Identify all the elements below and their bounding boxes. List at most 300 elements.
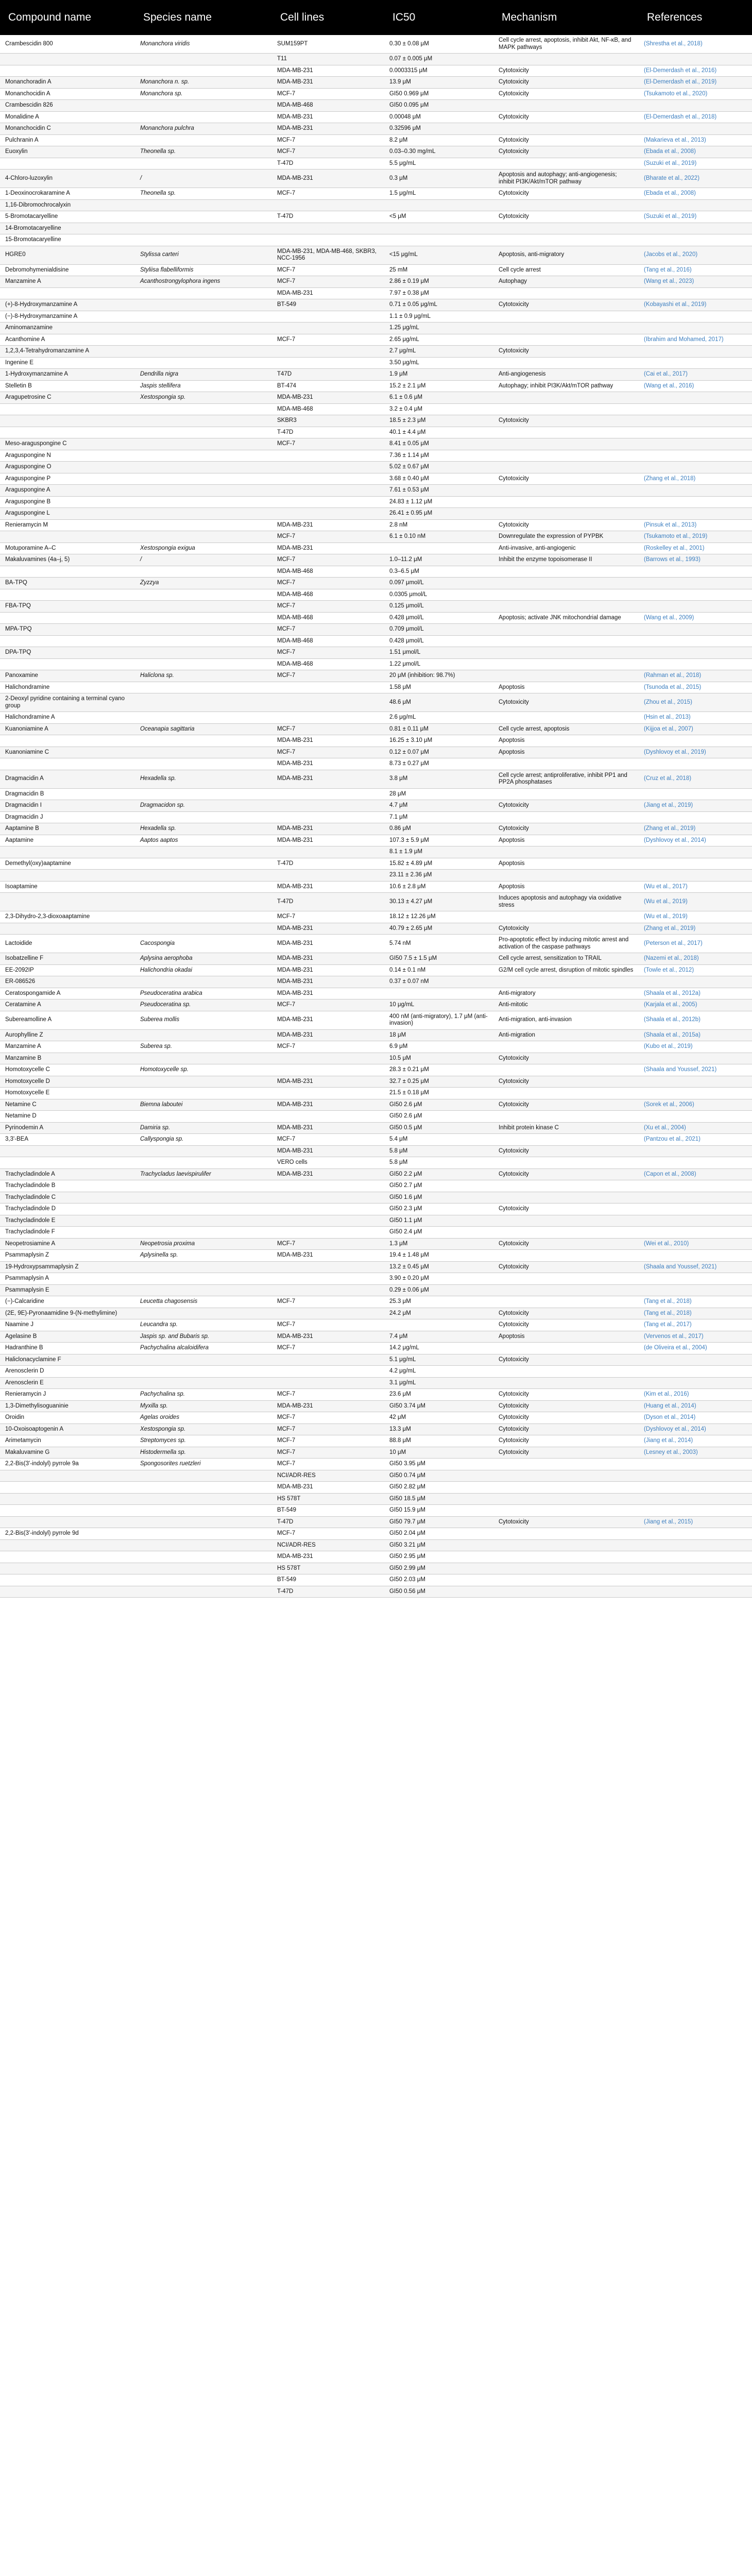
reference-cell [639, 811, 752, 823]
ic50-cell: GI50 7.5 ± 1.5 μM [384, 953, 493, 965]
reference-link[interactable]: (Tsukamoto et al., 2019) [644, 533, 708, 539]
reference-link[interactable]: (Ibrahim and Mohamed, 2017) [644, 336, 724, 343]
cell-lines-cell [272, 811, 384, 823]
species-cell: Xestospongia exigua [135, 543, 272, 554]
ic50-cell: 0.0003315 μM [384, 65, 493, 77]
ic50-cell: GI50 0.5 μM [384, 1122, 493, 1134]
reference-cell [639, 1470, 752, 1482]
mechanism-cell: Cell cycle arrest [493, 264, 639, 276]
reference-link[interactable]: (Makarieva et al., 2013) [644, 137, 706, 143]
reference-cell [639, 543, 752, 554]
table-row [0, 846, 752, 858]
compound-cell: 2,2-Bis(3'-indolyl) pyrrole 9a [0, 1459, 135, 1470]
ic50-cell: GI50 15.9 μM [384, 1505, 493, 1517]
table-row [0, 496, 752, 508]
compound-cell: Monalidine A [0, 111, 135, 123]
reference-cell [639, 54, 752, 65]
reference-link[interactable]: (Hsin et al., 2013) [644, 714, 691, 720]
species-cell [135, 427, 272, 438]
compound-cell [0, 531, 135, 543]
table-row [0, 346, 752, 358]
cell-lines-cell [272, 450, 384, 462]
mechanism-cell [493, 578, 639, 589]
table-row [0, 211, 752, 223]
reference-link[interactable]: (Tang et al., 2017) [644, 1321, 692, 1328]
mechanism-cell: Apoptosis; activate JNK mitochondrial damage [493, 612, 639, 624]
reference-link[interactable]: (Jiang et al., 2014) [644, 1437, 693, 1444]
cell-lines-cell: MDA-MB-231 [272, 77, 384, 89]
reference-cell [639, 1099, 752, 1111]
ic50-cell: GI50 2.04 μM [384, 1528, 493, 1540]
reference-cell [639, 554, 752, 566]
reference-cell [639, 670, 752, 682]
reference-link[interactable]: (Shaala et al., 2012a) [644, 990, 700, 996]
ic50-cell: 0.00048 μM [384, 111, 493, 123]
mechanism-cell: Apoptosis [493, 881, 639, 893]
compound-cell: Arenosclerin E [0, 1377, 135, 1389]
mechanism-cell: Cytotoxicity [493, 299, 639, 311]
mechanism-cell: Cytotoxicity [493, 1516, 639, 1528]
reference-link[interactable]: (Peterson et al., 2017) [644, 940, 703, 946]
compound-cell: 1,2,3,4-Tetrahydromanzamine A [0, 346, 135, 358]
ic50-cell: 6.1 ± 0.6 μM [384, 392, 493, 404]
species-cell: Oceanapia sagittaria [135, 723, 272, 735]
ic50-cell: 3.90 ± 0.20 μM [384, 1273, 493, 1285]
table-row [0, 1250, 752, 1262]
compound-cell: Hadranthine B [0, 1343, 135, 1354]
compound-cell: 19-Hydroxypsammaplysin Z [0, 1261, 135, 1273]
reference-cell [639, 858, 752, 870]
cell-lines-cell: MCF-7 [272, 276, 384, 288]
ic50-cell: 1.51 μmol/L [384, 647, 493, 659]
compound-cell: Araguspongine O [0, 462, 135, 473]
reference-link[interactable]: (Dyson et al., 2014) [644, 1414, 696, 1420]
ic50-cell [384, 234, 493, 246]
reference-link[interactable]: (Wang et al., 2016) [644, 382, 694, 389]
compound-cell: Homotoxycelle C [0, 1064, 135, 1076]
species-cell [135, 1505, 272, 1517]
ic50-cell: 10.5 μM [384, 1053, 493, 1064]
species-cell: Xestospongia sp. [135, 1423, 272, 1435]
reference-link[interactable]: (Shaala and Youssef, 2021) [644, 1263, 717, 1270]
compound-cell: Araguspongine B [0, 496, 135, 508]
mechanism-cell: Cell cycle arrest, apoptosis [493, 723, 639, 735]
cell-lines-cell: MDA-MB-231 [272, 1482, 384, 1494]
reference-link[interactable]: (Dyshlovoy et al., 2014) [644, 837, 706, 843]
reference-link[interactable]: (Tsukamoto et al., 2020) [644, 90, 708, 97]
cell-lines-cell: VERO cells [272, 1157, 384, 1169]
cell-lines-cell: MDA-MB-231 [272, 1122, 384, 1134]
ic50-cell: GI50 2.3 μM [384, 1204, 493, 1215]
reference-cell [639, 747, 752, 758]
reference-link[interactable]: (Dyshlovoy et al., 2019) [644, 749, 706, 755]
reference-link[interactable]: (Karjala et al., 2005) [644, 1002, 697, 1008]
ic50-cell: 28.3 ± 0.21 μM [384, 1064, 493, 1076]
reference-link[interactable]: (Pinsuk et al., 2013) [644, 521, 697, 528]
ic50-cell: 2.7 μg/mL [384, 346, 493, 358]
compound-cell: 2,2-Bis(3'-indolyl) pyrrole 9d [0, 1528, 135, 1540]
compound-cell: 10-Oxoisoaptogenin A [0, 1423, 135, 1435]
reference-link[interactable]: (Kijjoa et al., 2007) [644, 725, 693, 732]
reference-cell [639, 1053, 752, 1064]
mechanism-cell: Cytotoxicity [493, 823, 639, 835]
reference-link[interactable]: (Zhang et al., 2018) [644, 475, 696, 482]
compound-cell: Ceratamine A [0, 999, 135, 1011]
reference-link[interactable]: (Rahman et al., 2018) [644, 672, 702, 679]
ic50-cell: 16.25 ± 3.10 μM [384, 735, 493, 747]
header-row [0, 0, 752, 35]
reference-link[interactable]: (Ebada et al., 2008) [644, 190, 696, 196]
species-cell [135, 100, 272, 112]
reference-cell [639, 601, 752, 613]
ic50-cell: 3.2 ± 0.4 μM [384, 403, 493, 415]
reference-link[interactable]: (Tang et al., 2018) [644, 1298, 692, 1304]
species-cell: Aplysina aerophoba [135, 953, 272, 965]
mechanism-cell: Cytotoxicity [493, 1389, 639, 1401]
reference-link[interactable]: (Zhang et al., 2019) [644, 825, 696, 832]
ic50-cell: GI50 1.1 μM [384, 1215, 493, 1227]
compound-cell: Lactoidide [0, 935, 135, 953]
reference-cell [639, 450, 752, 462]
ic50-cell: GI50 3.74 μM [384, 1400, 493, 1412]
compound-cell: Manzamine A [0, 1041, 135, 1053]
species-cell: Monanchora pulchra [135, 123, 272, 135]
mechanism-cell [493, 846, 639, 858]
reference-cell [639, 953, 752, 965]
reference-link[interactable]: (Zhou et al., 2015) [644, 699, 692, 705]
reference-link[interactable]: (Shaala et al., 2015a) [644, 1031, 700, 1038]
mechanism-cell [493, 1343, 639, 1354]
reference-cell [639, 1505, 752, 1517]
reference-link[interactable]: (Tsunoda et al., 2015) [644, 684, 702, 690]
cell-lines-cell [272, 800, 384, 812]
reference-link[interactable]: (Huang et al., 2014) [644, 1402, 696, 1409]
mechanism-cell [493, 427, 639, 438]
ic50-cell: 0.81 ± 0.11 μM [384, 723, 493, 735]
reference-link[interactable]: (Jiang et al., 2015) [644, 1518, 693, 1525]
reference-link[interactable]: (Wei et al., 2010) [644, 1240, 689, 1247]
reference-cell [639, 1284, 752, 1296]
reference-link[interactable]: (Dyshlovoy et al., 2014) [644, 1426, 706, 1432]
ic50-cell: 1.3 μM [384, 1238, 493, 1250]
reference-cell [639, 188, 752, 200]
reference-cell [639, 1029, 752, 1041]
mechanism-cell: Cytotoxicity [493, 1447, 639, 1459]
mechanism-cell: Anti-migratory [493, 988, 639, 999]
species-cell: Homotoxycelle sp. [135, 1064, 272, 1076]
reference-link[interactable]: (Xu et al., 2004) [644, 1124, 686, 1131]
cell-lines-cell: MDA-MB-468 [272, 658, 384, 670]
mechanism-cell [493, 508, 639, 520]
ic50-cell: 0.07 ± 0.005 μM [384, 54, 493, 65]
species-cell [135, 923, 272, 935]
ic50-cell: 18.12 ± 12.26 μM [384, 911, 493, 923]
reference-link[interactable]: (El-Demerdash et al., 2016) [644, 67, 717, 74]
species-cell [135, 881, 272, 893]
table-row [0, 566, 752, 578]
mechanism-cell [493, 870, 639, 882]
species-cell [135, 612, 272, 624]
species-cell [135, 1192, 272, 1204]
table-row [0, 403, 752, 415]
mechanism-cell: Cytotoxicity [493, 923, 639, 935]
ic50-cell: 2.8 nM [384, 519, 493, 531]
reference-link[interactable]: (Shaala and Youssef, 2021) [644, 1066, 717, 1073]
cell-lines-cell: MDA-MB-231 [272, 1099, 384, 1111]
ic50-cell: 13.9 μM [384, 77, 493, 89]
reference-cell [639, 403, 752, 415]
reference-cell [639, 770, 752, 788]
cell-lines-cell [272, 199, 384, 211]
cell-lines-cell: BT-474 [272, 380, 384, 392]
table-row [0, 1482, 752, 1494]
reference-link[interactable]: (Nazemi et al., 2018) [644, 955, 699, 961]
reference-link[interactable]: (Sorek et al., 2006) [644, 1101, 694, 1108]
reference-cell [639, 647, 752, 659]
table-row [0, 299, 752, 311]
reference-cell [639, 199, 752, 211]
mechanism-cell [493, 1296, 639, 1308]
species-cell [135, 403, 272, 415]
reference-cell [639, 234, 752, 246]
compound-cell: Stelletin B [0, 380, 135, 392]
compound-cell: Naamine J [0, 1319, 135, 1331]
reference-link[interactable]: (Vervenos et al., 2017) [644, 1333, 704, 1340]
reference-link[interactable]: (Jacobs et al., 2020) [644, 251, 698, 258]
table-row [0, 658, 752, 670]
compound-cell: Psammaplysin A [0, 1273, 135, 1285]
ic50-cell: 7.61 ± 0.53 μM [384, 485, 493, 497]
species-cell [135, 1493, 272, 1505]
table-row [0, 1331, 752, 1343]
species-cell [135, 1284, 272, 1296]
cell-lines-cell: MCF-7 [272, 1412, 384, 1424]
species-cell: Suberea sp. [135, 1041, 272, 1053]
reference-cell [639, 735, 752, 747]
species-cell [135, 1516, 272, 1528]
reference-link[interactable]: (Lesney et al., 2003) [644, 1449, 698, 1455]
species-cell: Hexadella sp. [135, 823, 272, 835]
species-cell [135, 693, 272, 712]
species-cell: Streptomyces sp. [135, 1435, 272, 1447]
reference-cell [639, 1366, 752, 1378]
reference-link[interactable]: (Kobayashi et al., 2019) [644, 301, 707, 308]
reference-link[interactable]: (Roskelley et al., 2001) [644, 545, 705, 551]
cell-lines-cell [272, 1064, 384, 1076]
mechanism-cell [493, 1064, 639, 1076]
compound-cell: 2-Deoxyl pyridine containing a terminal cyano group [0, 693, 135, 712]
species-cell [135, 682, 272, 693]
mechanism-cell [493, 1157, 639, 1169]
ic50-cell: 8.1 ± 1.9 μM [384, 846, 493, 858]
reference-link[interactable]: (Cruz et al., 2018) [644, 775, 692, 782]
compound-cell: Ceratospongamide A [0, 988, 135, 999]
reference-link[interactable]: (Kim et al., 2016) [644, 1391, 689, 1397]
reference-link[interactable]: (Wu et al., 2019) [644, 913, 688, 920]
species-cell: Stylissa carteri [135, 246, 272, 264]
species-cell [135, 357, 272, 369]
table-row [0, 88, 752, 100]
mechanism-cell [493, 1041, 639, 1053]
mechanism-cell: Inhibit the enzyme topoisomerase II [493, 554, 639, 566]
reference-link[interactable]: (El-Demerdash et al., 2018) [644, 113, 717, 120]
table-row [0, 712, 752, 724]
mechanism-cell: Anti-migration, anti-invasion [493, 1011, 639, 1029]
reference-link[interactable]: (Wu et al., 2017) [644, 883, 688, 890]
table-row [0, 1308, 752, 1319]
reference-link[interactable]: (Barrows et al., 1993) [644, 556, 700, 563]
table-row [0, 392, 752, 404]
cell-lines-cell: MCF-7 [272, 670, 384, 682]
ic50-cell: 2.65 μg/mL [384, 334, 493, 346]
compound-cell: Renieramycin M [0, 519, 135, 531]
reference-link[interactable]: (Wang et al., 2023) [644, 278, 694, 284]
table-row [0, 334, 752, 346]
ic50-cell: 400 nM (anti-migratory), 1.7 μM (anti-invasion) [384, 1011, 493, 1029]
species-cell [135, 485, 272, 497]
species-cell [135, 1354, 272, 1366]
mechanism-cell: Anti-invasive, anti-angiogenic [493, 543, 639, 554]
reference-link[interactable]: (El-Demerdash et al., 2019) [644, 79, 717, 85]
reference-link[interactable]: (Tang et al., 2016) [644, 266, 692, 273]
cell-lines-cell [272, 712, 384, 724]
reference-cell [639, 438, 752, 450]
reference-link[interactable]: (Cai et al., 2017) [644, 371, 688, 377]
compound-cell: Subereamolline A [0, 1011, 135, 1029]
cell-lines-cell: T-47D [272, 211, 384, 223]
reference-link[interactable]: (de Oliveira et al., 2004) [644, 1345, 707, 1351]
table-row [0, 589, 752, 601]
table-row [0, 1053, 752, 1064]
cell-lines-cell: MDA-MB-468 [272, 589, 384, 601]
ic50-cell: 1.5 μg/mL [384, 188, 493, 200]
compound-cell [0, 415, 135, 427]
cell-lines-cell [272, 1261, 384, 1273]
ic50-cell: 32.7 ± 0.25 μM [384, 1076, 493, 1088]
header-references: References [639, 0, 752, 35]
table-row [0, 693, 752, 712]
mechanism-cell: Anti-mitotic [493, 999, 639, 1011]
cell-lines-cell: MDA-MB-231 [272, 1250, 384, 1262]
table-row [0, 881, 752, 893]
ic50-cell: 24.2 μM [384, 1308, 493, 1319]
compound-cell: (2E, 9E)-Pyronaamidine 9-(N-methylimine) [0, 1308, 135, 1319]
compound-cell: Debromohymenialdisine [0, 264, 135, 276]
cell-lines-cell: MCF-7 [272, 999, 384, 1011]
species-cell: Agelas oroides [135, 1412, 272, 1424]
species-cell: Callyspongia sp. [135, 1134, 272, 1146]
table-row [0, 1238, 752, 1250]
reference-cell [639, 1122, 752, 1134]
cell-lines-cell: MDA-MB-231 [272, 1145, 384, 1157]
compound-cell [0, 635, 135, 647]
species-cell [135, 1180, 272, 1192]
reference-cell [639, 531, 752, 543]
species-cell [135, 870, 272, 882]
cell-lines-cell [272, 693, 384, 712]
reference-link[interactable]: (Zhang et al., 2019) [644, 925, 696, 931]
mechanism-cell [493, 566, 639, 578]
reference-cell [639, 146, 752, 158]
ic50-cell: 3.1 μg/mL [384, 1377, 493, 1389]
table-row [0, 578, 752, 589]
cell-lines-cell [272, 1227, 384, 1239]
cell-lines-cell: MDA-MB-231 [272, 1076, 384, 1088]
compound-cell: Araguspongine L [0, 508, 135, 520]
table-row [0, 158, 752, 170]
reference-link[interactable]: (Suzuki et al., 2019) [644, 213, 697, 219]
table-row [0, 462, 752, 473]
ic50-cell: GI50 79.7 μM [384, 1516, 493, 1528]
ic50-cell: 5.8 μM [384, 1145, 493, 1157]
species-cell [135, 1145, 272, 1157]
ic50-cell: 28 μM [384, 788, 493, 800]
mechanism-cell [493, 1551, 639, 1563]
cell-lines-cell [272, 1192, 384, 1204]
cell-lines-cell: BT-549 [272, 1574, 384, 1586]
reference-cell [639, 658, 752, 670]
mechanism-cell [493, 601, 639, 613]
mechanism-cell [493, 1215, 639, 1227]
reference-link[interactable]: (Shaala et al., 2012b) [644, 1016, 700, 1023]
ic50-cell: 7.4 μM [384, 1331, 493, 1343]
cell-lines-cell: MCF-7 [272, 723, 384, 735]
reference-link[interactable]: (Ebada et al., 2008) [644, 148, 696, 155]
cell-lines-cell [272, 311, 384, 323]
reference-link[interactable]: (Capon et al., 2008) [644, 1171, 696, 1177]
ic50-cell: GI50 2.4 μM [384, 1227, 493, 1239]
table-row [0, 1366, 752, 1378]
ic50-cell: 24.83 ± 1.12 μM [384, 496, 493, 508]
table-row [0, 1204, 752, 1215]
cell-lines-cell: MCF-7 [272, 624, 384, 636]
reference-link[interactable]: (Kubo et al., 2019) [644, 1043, 693, 1049]
reference-cell [639, 1389, 752, 1401]
species-cell: Halichondria okadai [135, 964, 272, 976]
reference-link[interactable]: (Suzuki et al., 2019) [644, 160, 697, 166]
reference-link[interactable]: (Bharate et al., 2022) [644, 175, 700, 181]
compound-cell: Kuanoniamine A [0, 723, 135, 735]
reference-link[interactable]: (Pantzou et al., 2021) [644, 1136, 700, 1142]
ic50-cell: 13.3 μM [384, 1423, 493, 1435]
reference-cell [639, 1250, 752, 1262]
cell-lines-cell [272, 1308, 384, 1319]
reference-link[interactable]: (Jiang et al., 2019) [644, 802, 693, 808]
reference-link[interactable]: (Tang et al., 2018) [644, 1310, 692, 1316]
ic50-cell: GI50 2.2 μM [384, 1168, 493, 1180]
reference-cell [639, 835, 752, 846]
reference-cell [639, 923, 752, 935]
table-row [0, 1284, 752, 1296]
table-row [0, 450, 752, 462]
reference-cell [639, 1192, 752, 1204]
reference-link[interactable]: (Wu et al., 2019) [644, 898, 688, 905]
reference-link[interactable]: (Wang et al., 2009) [644, 614, 694, 621]
cell-lines-cell: MCF-7 [272, 1435, 384, 1447]
cell-lines-cell: T-47D [272, 1586, 384, 1598]
header-mechanism: Mechanism [493, 0, 639, 35]
table-row [0, 1157, 752, 1169]
species-cell: Monanchora viridis [135, 35, 272, 54]
mechanism-cell [493, 1563, 639, 1574]
compound-cell: Aurophylline Z [0, 1029, 135, 1041]
ic50-cell: 42 μM [384, 1412, 493, 1424]
ic50-cell: 0.3–6.5 μM [384, 566, 493, 578]
reference-link[interactable]: (Towle et al., 2012) [644, 967, 694, 973]
cell-lines-cell: MDA-MB-231 [272, 881, 384, 893]
reference-link[interactable]: (Shrestha et al., 2018) [644, 40, 703, 47]
mechanism-cell: Apoptosis [493, 1331, 639, 1343]
